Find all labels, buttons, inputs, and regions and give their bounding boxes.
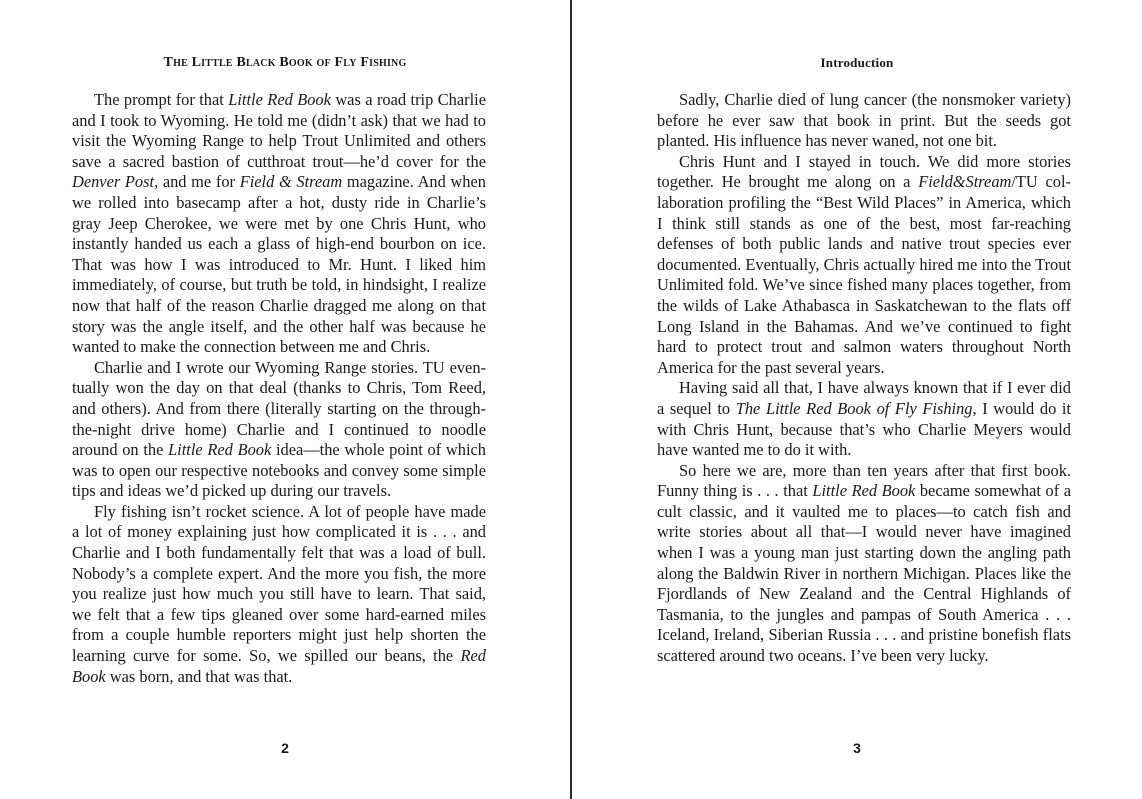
text-run: Having said all that, I have always known that if I ever did a sequel to xyxy=(657,378,1071,418)
text-run: , I would do it with Chris Hunt, because that’s who Charlie Meyers would have wanted me to do it with. xyxy=(657,398,1071,460)
text-run: Sadly, Charlie died of lung cancer (the nonsmoker variety) before he ever saw that book in print. But the seeds got planted. His influence has never waned, not one bit. xyxy=(657,90,1071,151)
text-run: So here we are, more than ten years after that first book. Funny thing is . . . that xyxy=(657,460,1071,501)
paragraph xyxy=(72,358,486,502)
text-run: was a road trip Charlie and I took to Wyoming. He told me (didn’t ask) that we had to visit the Wyoming Range to help Trout Unlimited and others save a sacred bastion of cutthroat trout—he’d cover for the xyxy=(72,90,486,171)
italic-text-run: Little Red Book xyxy=(812,481,916,501)
text-run: was born, and that was that. xyxy=(105,666,293,686)
text-run: Chris Hunt and I stayed in touch. We did more stories together. He brought me along on a xyxy=(657,151,1071,192)
left-page-body xyxy=(72,90,486,687)
left-page xyxy=(0,0,570,799)
italic-text-run: Little Red Book xyxy=(228,90,331,109)
right-page xyxy=(572,0,1142,799)
italic-text-run: The Little Red Book of Fly Fishing xyxy=(735,398,973,418)
text-run: idea—the whole point of which was to open our respective notebooks and convey some simple tips and ideas we’d picked up during our travels. xyxy=(72,440,486,501)
paragraph xyxy=(657,378,1071,460)
text-run: magazine. And when we rolled into basecamp after a hot, dusty ride in Charlie’s gray Jeep Cherokee, we were met by one Chris Hunt, who instantly handed us each a glass of high-end bourbon on ice. That was how I was introduced to Mr. Hunt. I liked him immediately, of course, but truth be told, in hindsight, I realize now that half of the reason Charlie dragged me along on that story was the angle itself, and the other half was because he wanted to make the connection between me and Chris. xyxy=(72,172,486,357)
right-page-body xyxy=(657,90,1071,667)
text-run: The prompt for that xyxy=(94,90,229,109)
italic-text-run: Field&Stream xyxy=(918,172,1012,192)
italic-text-run: Field & Stream xyxy=(239,172,343,192)
text-run: Fly fishing isn’t rocket science. A lot of people have made a lot of money explaining just how complicated it is . . . and Charlie and I both fundamentally felt that was a load of bull. Nobody’s a complete expert. And the more you fish, the more you realize just how much you still have to learn. That said, we felt that a few tips gleaned over some hard-earned miles from a couple humble reporters might just help shorten the learning curve for some. So, we spilled our beans, the xyxy=(72,501,486,666)
paragraph xyxy=(657,90,1071,152)
text-run: , and me for xyxy=(154,172,240,192)
page-number: 3 xyxy=(853,740,861,756)
paragraph xyxy=(72,502,486,687)
paragraph xyxy=(657,152,1071,379)
paragraph xyxy=(657,461,1071,667)
text-run: became somewhat of a cult classic, and it vaulted me to places—to catch fish and write stories about all that—I would never have imagined when I was a young man just starting down the angling path along the Baldwin River in northern Michigan. Places like the Fjordlands of New Zealand and the Central Highlands of Tasmania, to the jungles and pampas of South America . . . Iceland, Ireland, Siberian Russia . . . and pristine bonefish flats scattered around two oceans. I’ve been very lucky. xyxy=(657,481,1072,666)
running-head-chapter-title: Introduction xyxy=(820,55,894,70)
paragraph xyxy=(72,90,486,358)
running-head-book-title: The Little Black Book of Fly Fishing xyxy=(163,55,407,70)
text-run: /TU collaboration profiling the “Best Wild Places” in America, which I think still stands as one of the best, most far-reaching defenses of both public lands and native trout species ever documented. Eventually, Chris actually hired me into the Trout Unlimited fold. We’ve since fished many places together, from the wilds of Lake Athabasca in Saskatchewan to the flats off Long Island in the Bahamas. And we’ve continued to fight hard to protect trout and salmon waters throughout North America for the past several years. xyxy=(657,172,1071,377)
italic-text-run: Red Book xyxy=(72,646,486,686)
page-number: 2 xyxy=(281,740,289,756)
italic-text-run: Little Red Book xyxy=(168,440,272,460)
italic-text-run: Denver Post xyxy=(72,172,155,192)
text-run: Charlie and I wrote our Wyoming Range stories. TU eventually won the day on that deal (thanks to Chris, Tom Reed, and others). And from there (literally starting on the through-the-night drive home) Charlie and I continued to noodle around on the xyxy=(72,357,486,460)
